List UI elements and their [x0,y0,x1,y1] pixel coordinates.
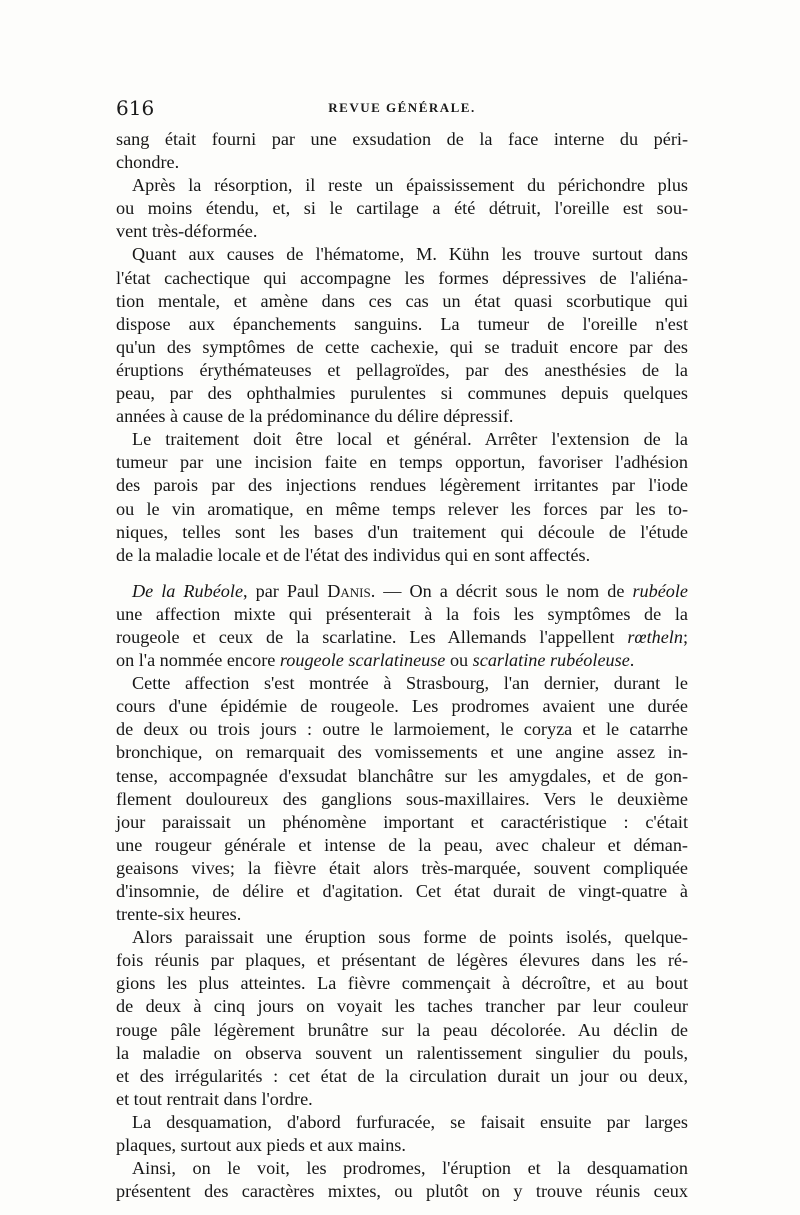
text-line: la maladie on observa souvent un ralentissement singulier du pouls, [116,1042,688,1063]
text-line: niques, telles sont les bases d'un traitement qui découle de l'étude [116,521,688,542]
text-line: Quant aux causes de l'hématome, M. Kühn les trouve surtout dans [132,244,688,265]
text-line: qu'un des symptômes de cette cachexie, qui se traduit encore par des [116,336,688,357]
text-line: plaques, surtout aux pieds et aux mains. [116,1135,406,1156]
text-line: Alors paraissait une éruption sous forme de points isolés, quelque- [132,927,688,948]
text-line: cours d'une épidémie de rougeole. Les prodromes avaient une durée [116,696,688,717]
text-line: peau, par des ophthalmies purulentes si communes depuis quelques [116,383,688,404]
term-scarlatine-rubeoleuse: scarlatine rubéoleuse [472,650,630,671]
text-line: fois réunis par plaques, et présentant de légères élevures dans les ré- [116,950,688,971]
article-author: Danis [327,580,371,601]
article-byline: , par Paul [243,580,328,601]
text-line: ou le vin aromatique, en même temps relever les forces par les to- [116,498,688,519]
text-line: vent très-déformée. [116,221,258,242]
text-line: Après la résorption, il reste un épaississement du périchondre plus [132,175,688,196]
page-header [116,96,688,122]
text-line: geaisons vives; la fièvre était alors très-marquée, souvent compliquée [116,857,688,878]
text-line: une affection mixte qui présenterait à la fois les symptômes de la [116,603,688,624]
article-title-line [116,580,688,603]
text-line: une rougeur générale et intense de la peau, avec chaleur et déman- [116,834,688,855]
text-line: tense, accompagnée d'exsudat blanchâtre sur les amygdales, et de gon- [116,765,688,786]
text-line: tumeur par une incision faite en temps opportun, favoriser l'adhésion [116,452,688,473]
text-line: et tout rentrait dans l'ordre. [116,1088,313,1109]
text-line: chondre. [116,152,180,173]
text-line: ou moins étendu, et, si le cartilage a été détruit, l'oreille est sou- [116,198,688,219]
text-line: de deux à cinq jours on voyait les taches trancher par leur couleur [116,996,688,1017]
text-span: . [629,650,635,671]
text-line [116,649,688,672]
text-line: de la maladie locale et de l'état des individus qui en sont affectés. [116,544,591,565]
text-line: et des irrégularités : cet état de la circulation durait un jour ou deux, [116,1065,688,1086]
text-span: on l'a nommée encore [116,650,280,671]
article-intro: . — On a décrit sous le nom de [370,580,633,601]
section-gap [116,567,688,580]
text-line: trente-six heures. [116,904,242,925]
text-line: des parois par des injections rendues légèrement irritantes par l'iode [116,475,688,496]
text-line: de deux ou trois jours : outre le larmoiement, le coryza et le catarrhe [116,719,688,740]
text-line: tion mentale, et amène dans ces cas un état quasi scorbutique qui [116,290,688,311]
text-line: éruptions érythémateuses et pellagroïdes, par des anesthésies de la [116,359,688,380]
text-line: dispose aux épanchements sanguins. La tumeur de l'oreille n'est [116,313,688,334]
text-line: rouge pâle légèrement brunâtre sur la peau décolorée. Au déclin de [116,1019,688,1040]
text-line: jour paraissait un phénomène important et caractéristique : c'était [116,811,688,832]
text-line: années à cause de la prédominance du délire dépressif. [116,406,514,427]
term-rubeole: rubéole [632,580,688,601]
text-line: l'état cachectique qui accompagne les formes dépressives de l'aliéna- [116,267,688,288]
text-span: ou [445,650,473,671]
body-text [116,128,688,1203]
text-line: La desquamation, d'abord furfuracée, se faisait ensuite par larges [132,1111,688,1132]
term-rougeole-scarlatineuse: rougeole scarlatineuse [279,650,446,671]
text-line: Ainsi, on le voit, les prodromes, l'éruption et la desquamation [132,1158,688,1179]
text-line: flement douloureux des ganglions sous-maxillaires. Vers le deuxième [116,788,688,809]
term-roetheln: rœtheln [627,626,683,647]
text-line [116,626,688,649]
text-line: d'insomnie, de délire et d'agitation. Cet état durait de vingt-quatre à [116,881,688,901]
text-line: présentent des caractères mixtes, ou plutôt on y trouve réunis ceux [116,1181,688,1202]
text-span: ; [682,626,688,647]
text-line: bronchique, on remarquait des vomissements et une angine assez in- [116,742,688,763]
running-head: REVUE GÉNÉRALE. [328,100,476,115]
article-title: De la Rubéole [132,580,244,601]
text-span: rougeole et ceux de la scarlatine. Les Allemands l'appellent [116,626,628,647]
text-line: gions les plus atteintes. La fièvre commençait à décroître, et au bout [116,973,688,994]
text-line: sang était fourni par une exsudation de la face interne du péri- [116,129,688,149]
text-line: Cette affection s'est montrée à Strasbourg, l'an dernier, durant le [132,673,688,694]
text-line: Le traitement doit être local et général. Arrêter l'extension de la [132,429,688,450]
page-number: 616 [116,96,155,120]
